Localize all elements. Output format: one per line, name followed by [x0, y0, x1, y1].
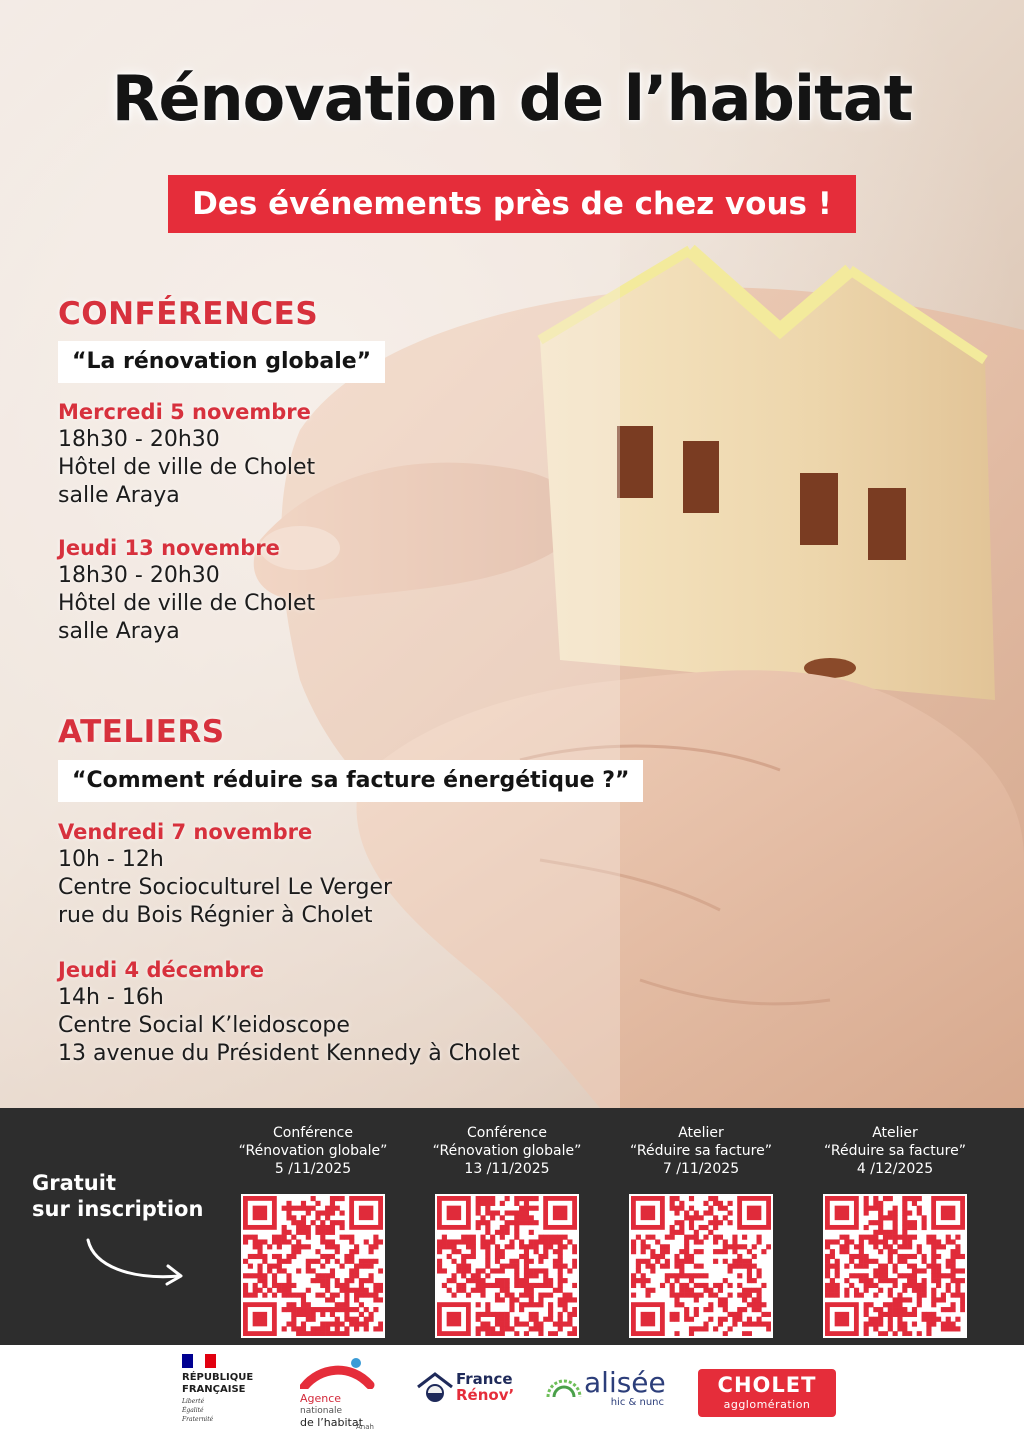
- qr-caption: [218, 1124, 408, 1180]
- anah-swoosh-icon: [300, 1357, 380, 1389]
- renov-text: Rénov’: [456, 1386, 515, 1404]
- subtitle-banner: Des événements près de chez vous !: [168, 175, 856, 233]
- event-date: Vendredi 7 novembre: [58, 820, 313, 844]
- conference-event-2: [58, 534, 315, 646]
- qr-block-conference-1: [218, 1124, 408, 1338]
- page-title: Rénovation de l’habitat: [111, 62, 913, 135]
- qr-block-atelier-2: [800, 1124, 990, 1338]
- event-date: Mercredi 5 novembre: [58, 400, 311, 424]
- conferences-heading: CONFÉRENCES: [58, 296, 319, 332]
- anah-nationale: nationale: [300, 1406, 343, 1416]
- marianne-flag-icon: [182, 1354, 216, 1368]
- qr-type: Conférence: [466, 1125, 547, 1141]
- qr-code[interactable]: [435, 1194, 579, 1338]
- registration-band: [0, 1108, 1024, 1345]
- qr-date: 5 /11/2025: [274, 1161, 352, 1177]
- cholet-name: CHOLET: [717, 1373, 817, 1397]
- event-date: Jeudi 4 décembre: [58, 958, 264, 982]
- qr-title: “Rénovation globale”: [432, 1143, 582, 1159]
- qr-title: “Réduire sa facture”: [824, 1143, 966, 1159]
- qr-type: Atelier: [872, 1125, 918, 1141]
- anah-logo: [300, 1357, 380, 1429]
- event-date: Jeudi 13 novembre: [58, 536, 280, 560]
- qr-type: Atelier: [678, 1125, 724, 1141]
- free-line: Gratuit: [32, 1171, 116, 1195]
- qr-caption: [606, 1124, 796, 1180]
- event-room: salle Araya: [58, 483, 180, 508]
- cholet-badge: [698, 1369, 836, 1417]
- event-place: Hôtel de ville de Cholet: [58, 455, 316, 480]
- qr-date: 7 /11/2025: [662, 1161, 740, 1177]
- curved-arrow-icon: [80, 1236, 190, 1286]
- qr-code-icon: [825, 1196, 965, 1336]
- motto-fraternite: Fraternité: [182, 1416, 214, 1423]
- republique-text: RÉPUBLIQUE: [182, 1372, 254, 1383]
- qr-code[interactable]: [241, 1194, 385, 1338]
- atelier-event-2: [58, 956, 520, 1068]
- republique-francaise-logo: [182, 1353, 253, 1423]
- registration-line: sur inscription: [32, 1197, 204, 1221]
- event-place: Centre Social K’leidoscope: [58, 1013, 350, 1038]
- event-time: 10h - 12h: [58, 847, 164, 872]
- event-place: Hôtel de ville de Cholet: [58, 591, 316, 616]
- qr-code-icon: [437, 1196, 577, 1336]
- ateliers-theme: “Comment réduire sa facture énergétique ?”: [58, 760, 643, 802]
- event-time: 18h30 - 20h30: [58, 563, 220, 588]
- cholet-agglomeration-logo: [698, 1369, 836, 1417]
- alisee-name: alisée: [584, 1366, 666, 1399]
- event-time: 14h - 16h: [58, 985, 164, 1010]
- motto-egalite: Égalité: [182, 1407, 204, 1414]
- anah-tag: Anah: [356, 1423, 374, 1431]
- qr-caption: [412, 1124, 602, 1180]
- house-roof-icon: [416, 1371, 454, 1405]
- partner-logos: [0, 1345, 1024, 1447]
- qr-code[interactable]: [823, 1194, 967, 1338]
- qr-block-atelier-1: [606, 1124, 796, 1338]
- event-room: salle Araya: [58, 619, 180, 644]
- anah-habitat: de l’habitat: [300, 1416, 363, 1429]
- qr-type: Conférence: [272, 1125, 353, 1141]
- qr-code-icon: [243, 1196, 383, 1336]
- alisee-tagline: hic & nunc: [610, 1397, 664, 1408]
- qr-caption: [800, 1124, 990, 1180]
- sun-rays-icon: [544, 1375, 584, 1401]
- qr-title: “Rénovation globale”: [238, 1143, 388, 1159]
- event-room: 13 avenue du Président Kennedy à Cholet: [58, 1041, 520, 1066]
- france-text: France: [456, 1370, 513, 1388]
- qr-title: “Réduire sa facture”: [630, 1143, 772, 1159]
- francaise-text: FRANÇAISE: [182, 1384, 246, 1395]
- qr-date: 4 /12/2025: [856, 1161, 934, 1177]
- atelier-event-1: [58, 818, 392, 930]
- qr-block-conference-2: [412, 1124, 602, 1338]
- conference-event-1: [58, 398, 315, 510]
- qr-code[interactable]: [629, 1194, 773, 1338]
- conferences-theme: “La rénovation globale”: [58, 341, 385, 383]
- qr-code-icon: [631, 1196, 771, 1336]
- motto-liberte: Liberté: [182, 1398, 205, 1405]
- event-place: Centre Socioculturel Le Verger: [58, 875, 393, 900]
- event-time: 18h30 - 20h30: [58, 427, 220, 452]
- ateliers-heading: ATELIERS: [58, 714, 225, 750]
- qr-date: 13 /11/2025: [464, 1161, 550, 1177]
- free-registration-label: [32, 1170, 203, 1222]
- cholet-sub: agglomération: [723, 1398, 811, 1411]
- anah-agence: Agence: [300, 1392, 342, 1405]
- event-room: rue du Bois Régnier à Cholet: [58, 903, 373, 928]
